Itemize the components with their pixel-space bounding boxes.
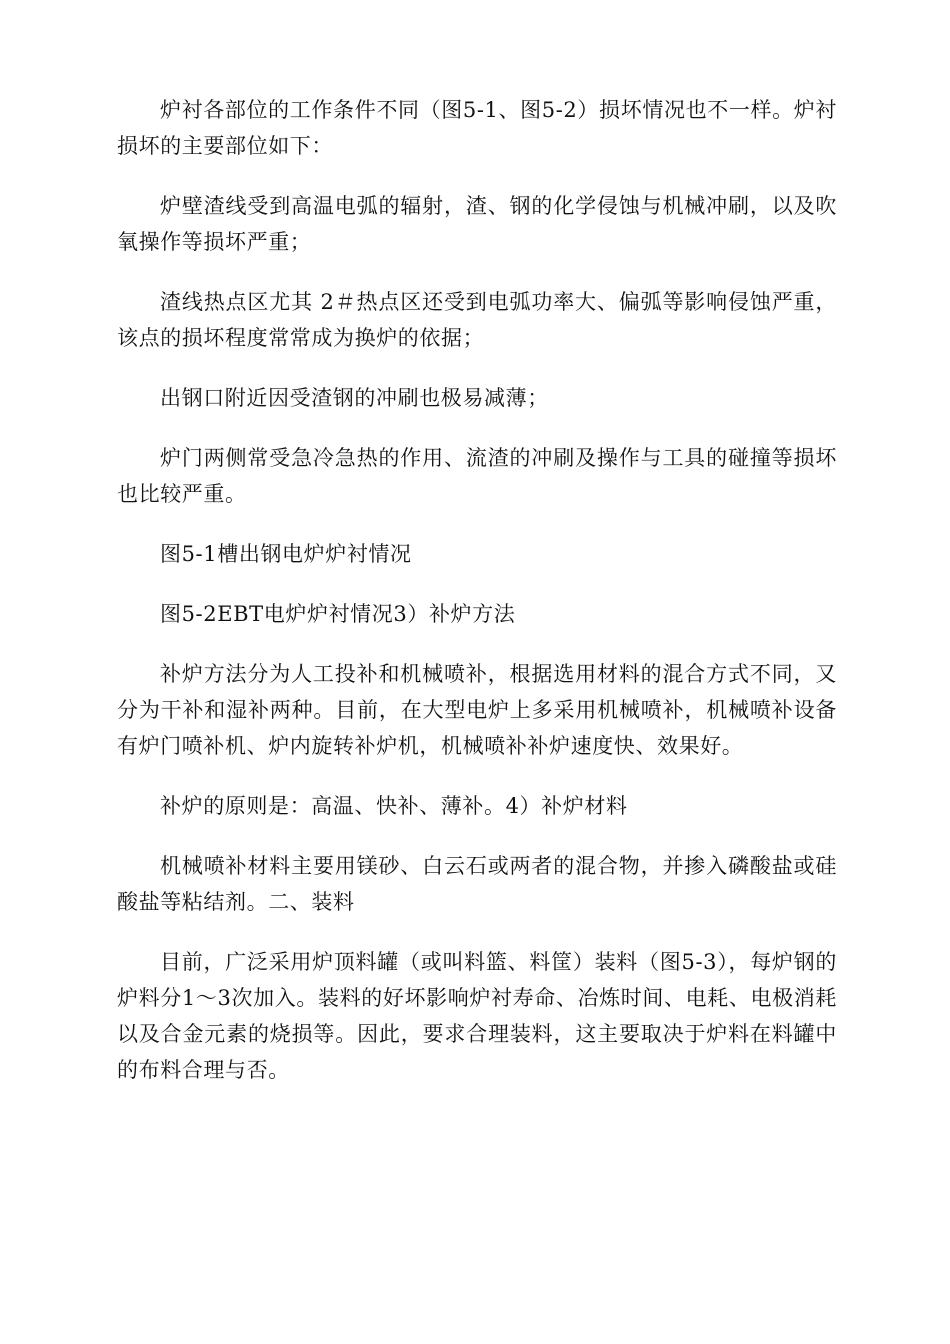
paragraph-repair-principle: 补炉的原则是：高温、快补、薄补。4）补炉材料 bbox=[160, 794, 628, 818]
paragraph-tap-hole: 出钢口附近因受渣钢的冲刷也极易减薄； bbox=[160, 386, 549, 410]
document-page bbox=[117, 92, 837, 1112]
paragraph-furnace-door: 炉门两侧常受急冷急热的作用、流渣的冲刷及操作与工具的碰撞等损坏也比较严重。 bbox=[117, 446, 837, 506]
paragraph-charging: 目前，广泛采用炉顶料罐（或叫料篮、料筐）装料（图5-3），每炉钢的炉料分1～3次加入。装料的好坏影响炉衬寿命、冶炼时间、电耗、电极消耗以及合金元素的烧损等。因此，要求合理装料，这主要取决于炉料在料罐中的布料合理与否。 bbox=[117, 950, 837, 1082]
figure-caption-5-1: 图5-1槽出钢电炉炉衬情况 bbox=[160, 542, 412, 566]
paragraph-slag-line-wall: 炉壁渣线受到高温电弧的辐射，渣、钢的化学侵蚀与机械冲刷，以及吹氧操作等损坏严重； bbox=[117, 194, 837, 254]
paragraph-hot-spot: 渣线热点区尤其 2＃热点区还受到电弧功率大、偏弧等影响侵蚀严重，该点的损坏程度常常成为换炉的依据； bbox=[117, 290, 837, 350]
paragraph-lining-damage-intro: 炉衬各部位的工作条件不同（图5-1、图5-2）损坏情况也不一样。炉衬损坏的主要部位如下： bbox=[117, 98, 837, 158]
paragraph-spray-materials: 机械喷补材料主要用镁砂、白云石或两者的混合物，并掺入磷酸盐或硅酸盐等粘结剂。二、装料 bbox=[117, 854, 837, 914]
paragraph-repair-methods: 补炉方法分为人工投补和机械喷补，根据选用材料的混合方式不同，又分为干补和湿补两种。目前，在大型电炉上多采用机械喷补，机械喷补设备有炉门喷补机、炉内旋转补炉机，机械喷补补炉速度快、效果好。 bbox=[117, 662, 837, 758]
figure-caption-5-2: 图5-2EBT电炉炉衬情况3）补炉方法 bbox=[160, 602, 516, 626]
